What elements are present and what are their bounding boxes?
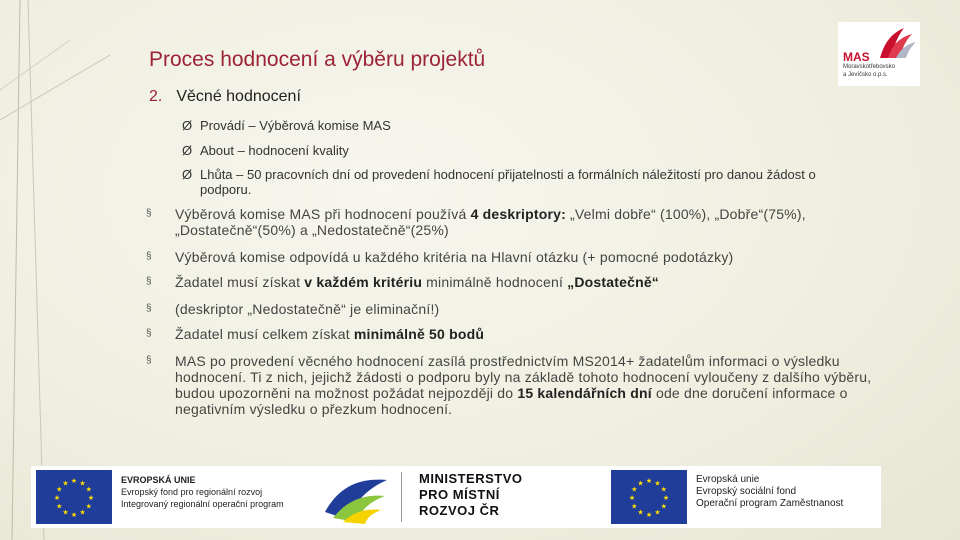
eu-star-icon: ★ [85,486,92,494]
eu-star-icon: ★ [645,478,653,485]
bullet-icon: § [146,251,152,262]
bullet-text [175,326,895,342]
sub-item [182,143,349,158]
eu-star-icon: ★ [70,478,78,485]
bullet-icon: § [146,303,152,314]
eu-star-icon: ★ [660,503,667,511]
bullet-text-bold: „Dostatečně“ [567,274,660,290]
bullet-icon: § [146,276,152,287]
eu-star-icon: ★ [53,495,61,502]
bullet-text [175,274,895,290]
funding-logos-footer [31,466,881,528]
eu-star-icon: ★ [631,486,638,494]
section-number: 2. [149,88,163,105]
eu-esf-line: Evropský sociální fond [696,486,797,497]
eu-star-icon: ★ [645,512,653,519]
bullet-text-part: ode dne doručení informace o negativním výsledku o přezkum hodnocení. [175,385,848,417]
slide-title: Proces hodnocení a výběru projektů [149,48,486,71]
eu-star-icon: ★ [637,509,644,517]
eu-flag-icon [611,470,687,524]
eu-esf-line: Evropská unie [696,474,760,485]
eu-star-icon: ★ [637,480,644,488]
eu-star-icon: ★ [662,495,670,502]
eu-erdf-line: Evropský fond pro regionální rozvoj [121,487,263,497]
eu-erdf-text [121,474,284,510]
eu-erdf-line: EVROPSKÁ UNIE [121,475,196,485]
sub-item [182,167,850,197]
eu-star-icon: ★ [62,509,69,517]
mmr-line: MINISTERSTVO [419,471,523,486]
eu-star-icon: ★ [56,486,63,494]
eu-stars-icon [611,470,687,524]
eu-stars-icon [36,470,112,524]
decorative-lines [0,0,140,540]
eu-star-icon: ★ [70,512,78,519]
arrow-icon: Ø [182,143,193,158]
arrow-icon: Ø [182,167,193,182]
logo-line-1: Moravskotřebovsko [843,64,896,70]
eu-star-icon: ★ [631,503,638,511]
sub-item [182,118,391,133]
mas-logo [838,22,920,86]
bullet-icon: § [146,208,152,219]
mmr-text [419,471,523,519]
bullet-icon: § [146,355,152,366]
mmr-emblem-icon [321,472,391,524]
logo-name: MAS [843,50,870,64]
bullet-text-part: MAS po provedení věcného hodnocení zasílá prostřednictvím MS2014+ žadatelům informaci o výsledku hodnocení. Ti z nich, jejichž žádosti o podporu byly na základě tohoto hodnocení vyloučeny z dalšího výběru, budou upozorněni na možnost požádat nejpozději do [175,353,872,401]
eu-star-icon: ★ [85,503,92,511]
bullet-text-part: Výběrová komise MAS při hodnocení používá [175,206,471,222]
divider [401,472,402,522]
eu-esf-text [696,474,843,510]
bullet-text-part: „Velmi dobře“ (100%), „Dobře“(75%), „Dostatečně“(50%) a „Nedostatečně“(25%) [175,206,806,238]
eu-erdf-line: Integrovaný regionální operační program [121,499,284,509]
eu-flag-icon [36,470,112,524]
eu-star-icon: ★ [62,480,69,488]
bullet-text-part: minimálně hodnocení [422,274,568,290]
bullet-text-part: Žadatel musí celkem získat [175,326,354,342]
sub-item-text: About – hodnocení kvality [200,143,349,158]
bullet-text [175,353,895,417]
bullet-text-bold: 4 deskriptory: [470,206,566,222]
eu-star-icon: ★ [79,509,86,517]
eagle-icon [874,24,918,60]
eu-star-icon: ★ [660,486,667,494]
eu-star-icon: ★ [628,495,636,502]
bullet-text-bold: v každém kritériu [304,274,423,290]
eu-star-icon: ★ [56,503,63,511]
section-heading [149,88,301,106]
logo-line-2: a Jevíčsko o.p.s. [843,72,888,78]
eu-star-icon: ★ [654,480,661,488]
sub-item-text: Lhůta – 50 pracovních dní od provedení hodnocení přijatelnosti a formálních náležitostí pro danou žádost o podporu. [200,167,816,197]
eu-esf-line: Operační program Zaměstnanost [696,498,844,509]
bullet-text-bold: 15 kalendářních dní [517,385,652,401]
eu-star-icon: ★ [79,480,86,488]
section-label: Věcné hodnocení [176,88,301,105]
mmr-line: PRO MÍSTNÍ [419,487,500,502]
mmr-line: ROZVOJ ČR [419,503,500,518]
eu-star-icon: ★ [654,509,661,517]
bullet-icon: § [146,328,152,339]
bullet-text-part: Žadatel musí získat [175,274,305,290]
bullet-text-bold: minimálně 50 bodů [353,326,485,342]
sub-item-text: Provádí – Výběrová komise MAS [200,118,391,133]
arrow-icon: Ø [182,118,193,133]
bullet-text [175,206,895,238]
eu-star-icon: ★ [87,495,95,502]
bullet-text: Výběrová komise odpovídá u každého kritéria na Hlavní otázku (+ pomocné podotázky) [175,249,734,265]
bullet-text: (deskriptor „Nedostatečně“ je eliminační!) [175,301,440,317]
